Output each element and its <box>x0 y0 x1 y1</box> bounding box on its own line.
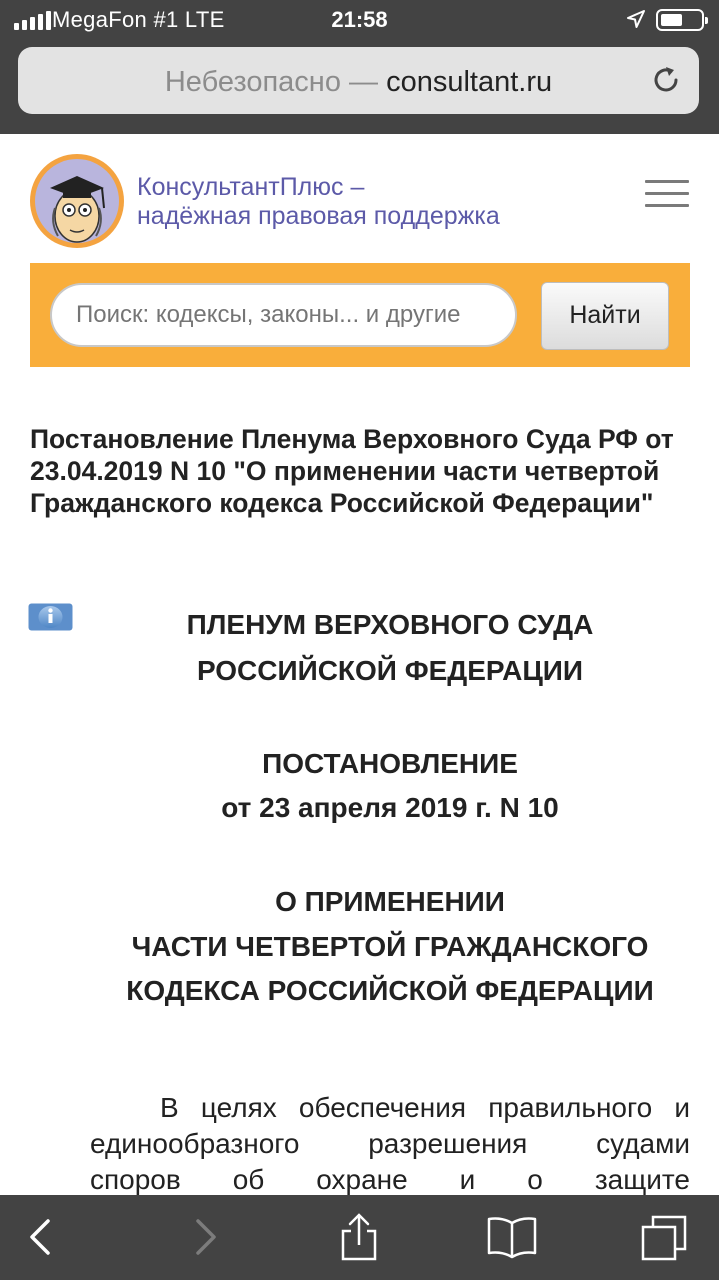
consultantplus-logo[interactable] <box>28 152 126 250</box>
paragraph-line-2: единообразного разрешения судами <box>90 1128 690 1159</box>
tagline-line-2: надёжная правовая поддержка <box>137 202 500 230</box>
tagline-line-1: КонсультантПлюс – <box>137 173 365 201</box>
reload-icon[interactable] <box>650 64 682 96</box>
back-icon[interactable] <box>18 1213 66 1261</box>
resolution-date: от 23 апреля 2019 г. N 10 <box>221 792 559 823</box>
resolution-heading <box>70 742 710 830</box>
share-icon[interactable] <box>335 1213 383 1261</box>
subject-line-1: О ПРИМЕНЕНИИ <box>275 886 505 917</box>
issuer-block <box>70 603 710 693</box>
battery-icon <box>656 9 704 31</box>
paragraph-line-1: В целях обеспечения правильного и <box>160 1092 690 1123</box>
url-host: consultant.ru <box>386 66 553 98</box>
search-input[interactable] <box>50 283 517 347</box>
clock: 21:58 <box>331 7 388 32</box>
issuer-line-2: РОССИЙСКОЙ ФЕДЕРАЦИИ <box>196 655 584 686</box>
subject-line-3: КОДЕКСА РОССИЙСКОЙ ФЕДЕРАЦИИ <box>126 975 654 1006</box>
site-tagline <box>137 173 500 231</box>
status-bar <box>0 0 719 40</box>
tabs-icon[interactable] <box>640 1213 688 1261</box>
subject-line-2: ЧАСТИ ЧЕТВЕРТОЙ ГРАЖДАНСКОГО <box>131 930 649 962</box>
body-paragraph <box>90 1090 690 1198</box>
address-bar[interactable] <box>18 47 699 114</box>
issuer-line-1: ПЛЕНУМ ВЕРХОВНОГО СУДА <box>186 609 594 640</box>
forward-icon[interactable] <box>180 1213 228 1261</box>
subject-heading <box>70 880 710 1014</box>
menu-icon[interactable] <box>645 180 689 208</box>
url-security-label: Небезопасно — <box>164 66 387 98</box>
document-title: Постановление Пленума Верховного Суда РФ от 23.04.2019 N 10 "О применении части четвертой Гражданского кодекса Российской Федерации" <box>30 424 674 518</box>
carrier-label: MegaFon #1 LTE <box>52 7 225 32</box>
resolution-type: ПОСТАНОВЛЕНИЕ <box>262 748 518 779</box>
browser-chrome <box>0 0 719 134</box>
browser-toolbar <box>0 1195 719 1280</box>
location-arrow-icon <box>627 10 645 28</box>
search-panel <box>30 263 690 367</box>
search-button[interactable]: Найти <box>541 282 669 350</box>
bookmarks-icon[interactable] <box>486 1213 538 1261</box>
info-icon[interactable] <box>28 603 73 631</box>
paragraph-line-3: споров об охране и о защите <box>90 1164 690 1195</box>
url-text[interactable] <box>18 66 699 99</box>
